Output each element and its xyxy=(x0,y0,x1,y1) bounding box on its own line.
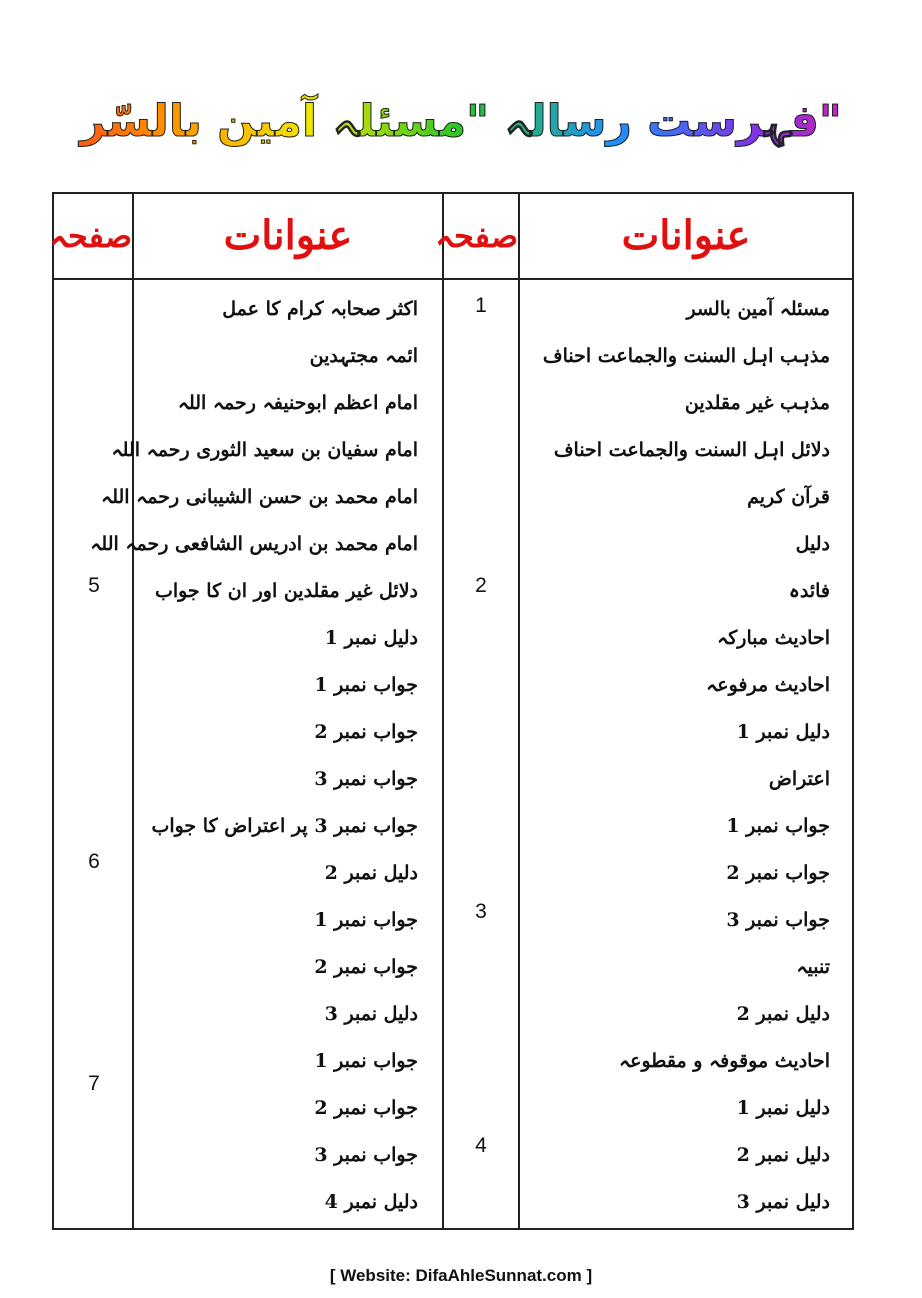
page-number: 5 xyxy=(88,574,100,597)
list-item: احادیث مبارکہ xyxy=(717,627,830,649)
list-item: دلیل نمبر 1 xyxy=(324,627,418,649)
list-item: دلیل نمبر 4 xyxy=(324,1191,418,1213)
list-item: امام محمد بن حسن الشیبانی رحمہ اللہ xyxy=(101,486,418,508)
list-item: دلیل نمبر 1 xyxy=(736,1097,830,1119)
list-item: ائمہ مجتہدین xyxy=(309,345,418,367)
list-item: اعتراض xyxy=(768,768,830,790)
page-number: 7 xyxy=(88,1072,100,1095)
list-item: قرآن کریم xyxy=(747,486,830,508)
list-item: دلائل اہل السنت والجماعت احناف xyxy=(553,439,830,461)
list-item: جواب نمبر 3 پر اعتراض کا جواب xyxy=(151,815,418,837)
divider-center xyxy=(442,194,444,1228)
list-item: جواب نمبر 3 xyxy=(314,768,418,790)
list-item: دلیل نمبر 3 xyxy=(736,1191,830,1213)
list-item: جواب نمبر 1 xyxy=(314,1050,418,1072)
header-page-left: صفحہ xyxy=(49,217,132,255)
list-item: جواب نمبر 2 xyxy=(726,862,830,884)
list-item: جواب نمبر 1 xyxy=(314,674,418,696)
list-item: مسئلہ آمین بالسر xyxy=(686,298,830,320)
list-item: تنبیہ xyxy=(796,956,830,978)
list-item: امام محمد بن ادریس الشافعی رحمہ اللہ xyxy=(90,533,418,555)
list-item: دلائل غیر مقلدین اور ان کا جواب xyxy=(154,580,418,602)
list-item: جواب نمبر 3 xyxy=(726,909,830,931)
list-item: اکثر صحابہ کرام کا عمل xyxy=(222,298,418,320)
list-item: فائدہ xyxy=(788,580,830,602)
list-item: دلیل xyxy=(795,533,830,555)
page-title: "فہرست رسالہ "مسئلہ آمین بالسّر xyxy=(0,82,922,162)
page-number: 3 xyxy=(475,900,487,923)
page-number: 2 xyxy=(475,574,487,597)
list-item: دلیل نمبر 2 xyxy=(736,1003,830,1025)
list-item: مذہب غیر مقلدین xyxy=(684,392,830,414)
left-titles-list xyxy=(90,286,418,1226)
list-item: جواب نمبر 2 xyxy=(314,1097,418,1119)
header-page-right: صفحہ xyxy=(435,217,518,255)
list-item: دلیل نمبر 3 xyxy=(324,1003,418,1025)
page-number: 4 xyxy=(475,1134,487,1157)
list-item: دلیل نمبر 2 xyxy=(736,1144,830,1166)
list-item: دلیل نمبر 2 xyxy=(324,862,418,884)
list-item: جواب نمبر 1 xyxy=(314,909,418,931)
list-item: مذہب اہل السنت والجماعت احناف xyxy=(542,345,830,367)
list-item: جواب نمبر 3 xyxy=(314,1144,418,1166)
header-titles-left: عنوانات xyxy=(223,212,353,259)
list-item: جواب نمبر 2 xyxy=(314,956,418,978)
list-item: احادیث مرفوعہ xyxy=(706,674,830,696)
page-number: 1 xyxy=(475,294,487,317)
right-titles-list xyxy=(520,286,830,1226)
website-footer: [ Website: DifaAhleSunnat.com ] xyxy=(329,1266,593,1285)
list-item: جواب نمبر 2 xyxy=(314,721,418,743)
list-item: دلیل نمبر 1 xyxy=(736,721,830,743)
contents-table xyxy=(49,192,854,1230)
list-item: امام اعظم ابوحنیفہ رحمہ اللہ xyxy=(177,392,418,414)
list-item: احادیث موقوفہ و مقطوعہ xyxy=(618,1050,830,1072)
header-divider xyxy=(54,278,852,280)
list-item: امام سفیان بن سعید الثوری رحمہ اللہ xyxy=(111,439,418,461)
page-number: 6 xyxy=(88,850,100,873)
header-titles-right: عنوانات xyxy=(621,212,751,259)
list-item: جواب نمبر 1 xyxy=(726,815,830,837)
